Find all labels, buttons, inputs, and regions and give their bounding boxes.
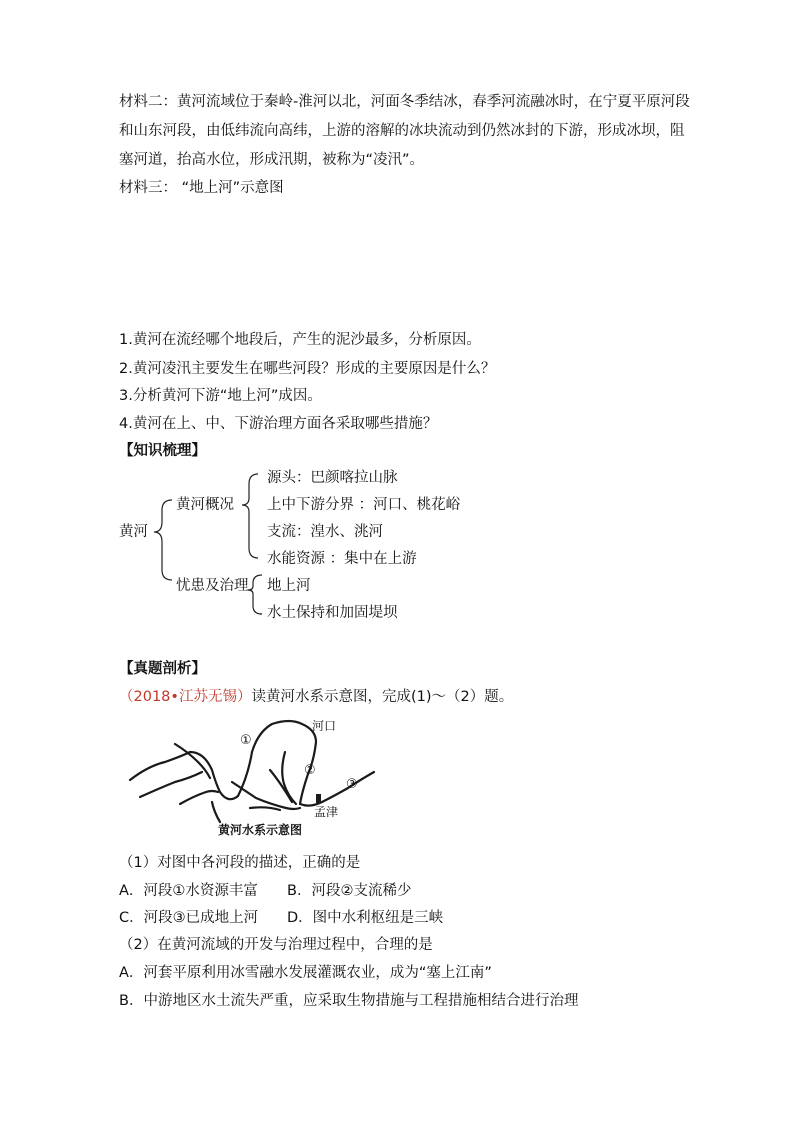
analysis-source: （2018•江苏无锡） [119,689,252,705]
map-label-hekou: 河口 [312,719,337,733]
tributary-south [212,802,220,822]
tributary-luo [250,807,280,810]
analysis-intro: 读黄河水系示意图，完成(1)～（2）题。 [251,689,514,705]
knowledge-item-soil-conservation: 水土保持和加固堤坝 [267,605,398,621]
tributary-west-1 [140,772,202,797]
knowledge-root: 黄河 [119,524,148,540]
question-2: 2.黄河凌汛主要发生在哪些河段？形成的主要原因是什么？ [119,361,496,377]
knowledge-item-suspended-river: 地上河 [267,578,311,594]
dam-marker [316,794,321,803]
question-1: 1.黄河在流经哪个地段后，产生的泥沙最多，分析原因。 [119,332,481,348]
overview-brace [242,474,258,558]
question-4: 4.黄河在上、中、下游治理方面各采取哪些措施？ [119,416,438,432]
knowledge-branch-governance: 忧患及治理 [176,578,249,594]
material2-line2: 和山东河段，由低纬流向高纬，上游的溶解的冰块流动到仍然冰封的下游，形成冰坝，阻 [119,123,685,139]
q2-option-a: A．河套平原利用冰雪融水发展灌溉农业，成为“塞上江南” [119,965,492,981]
map-label-2: ② [304,763,316,778]
yellow-river-map [120,712,380,842]
main-brace [154,500,172,580]
material2-line1: 材料二：黄河流域位于秦岭-淮河以北，河面冬季结冰，春季河流融冰时，在宁夏平原河段 [119,94,690,110]
knowledge-item-hydropower: 水能资源 ：集中在上游 [267,551,417,567]
knowledge-item-tributaries: 支流：湟水、洮河 [267,524,383,540]
material3-title: 材料三： “地上河”示意图 [119,180,284,196]
q2-stem: （2）在黄河流域的开发与治理过程中，合理的是 [119,937,433,953]
tributary-west-2 [175,744,210,778]
q1-stem: （1）对图中各河段的描述，正确的是 [119,855,361,871]
map-caption: 黄河水系示意图 [218,823,303,837]
q2-option-b: B．中游地区水土流失严重，应采取生物措施与工程措施相结合进行治理 [119,993,579,1009]
knowledge-item-divisions: 上中下游分界 ：河口、桃花峪 [267,497,461,513]
q1-option-c: C．河段③已成地上河 [119,910,259,926]
q1-option-a: A．河段①水资源丰富 [119,883,258,899]
governance-brace [248,575,262,614]
knowledge-branch-overview: 黄河概况 [176,497,234,513]
knowledge-item-source: 源头：巴颜喀拉山脉 [267,470,398,486]
tributary-loop-2 [270,770,292,802]
q1-option-d: D．图中水利枢纽是三峡 [287,910,444,926]
q1-option-b: B．河段②支流稀少 [287,883,412,899]
analysis-intro-line [119,689,513,705]
map-label-1: ① [240,733,252,748]
knowledge-heading: 【知识梳理】 [119,443,206,459]
map-label-mengjin: 孟津 [314,805,339,819]
main-river [130,721,374,806]
analysis-heading: 【真题剖析】 [119,661,206,677]
map-label-3: ③ [346,777,358,792]
material2-line3: 塞河道，抬高水位，形成汛期，被称为“凌汛”。 [119,152,425,168]
question-3: 3.分析黄河下游“地上河”成因。 [119,388,322,404]
